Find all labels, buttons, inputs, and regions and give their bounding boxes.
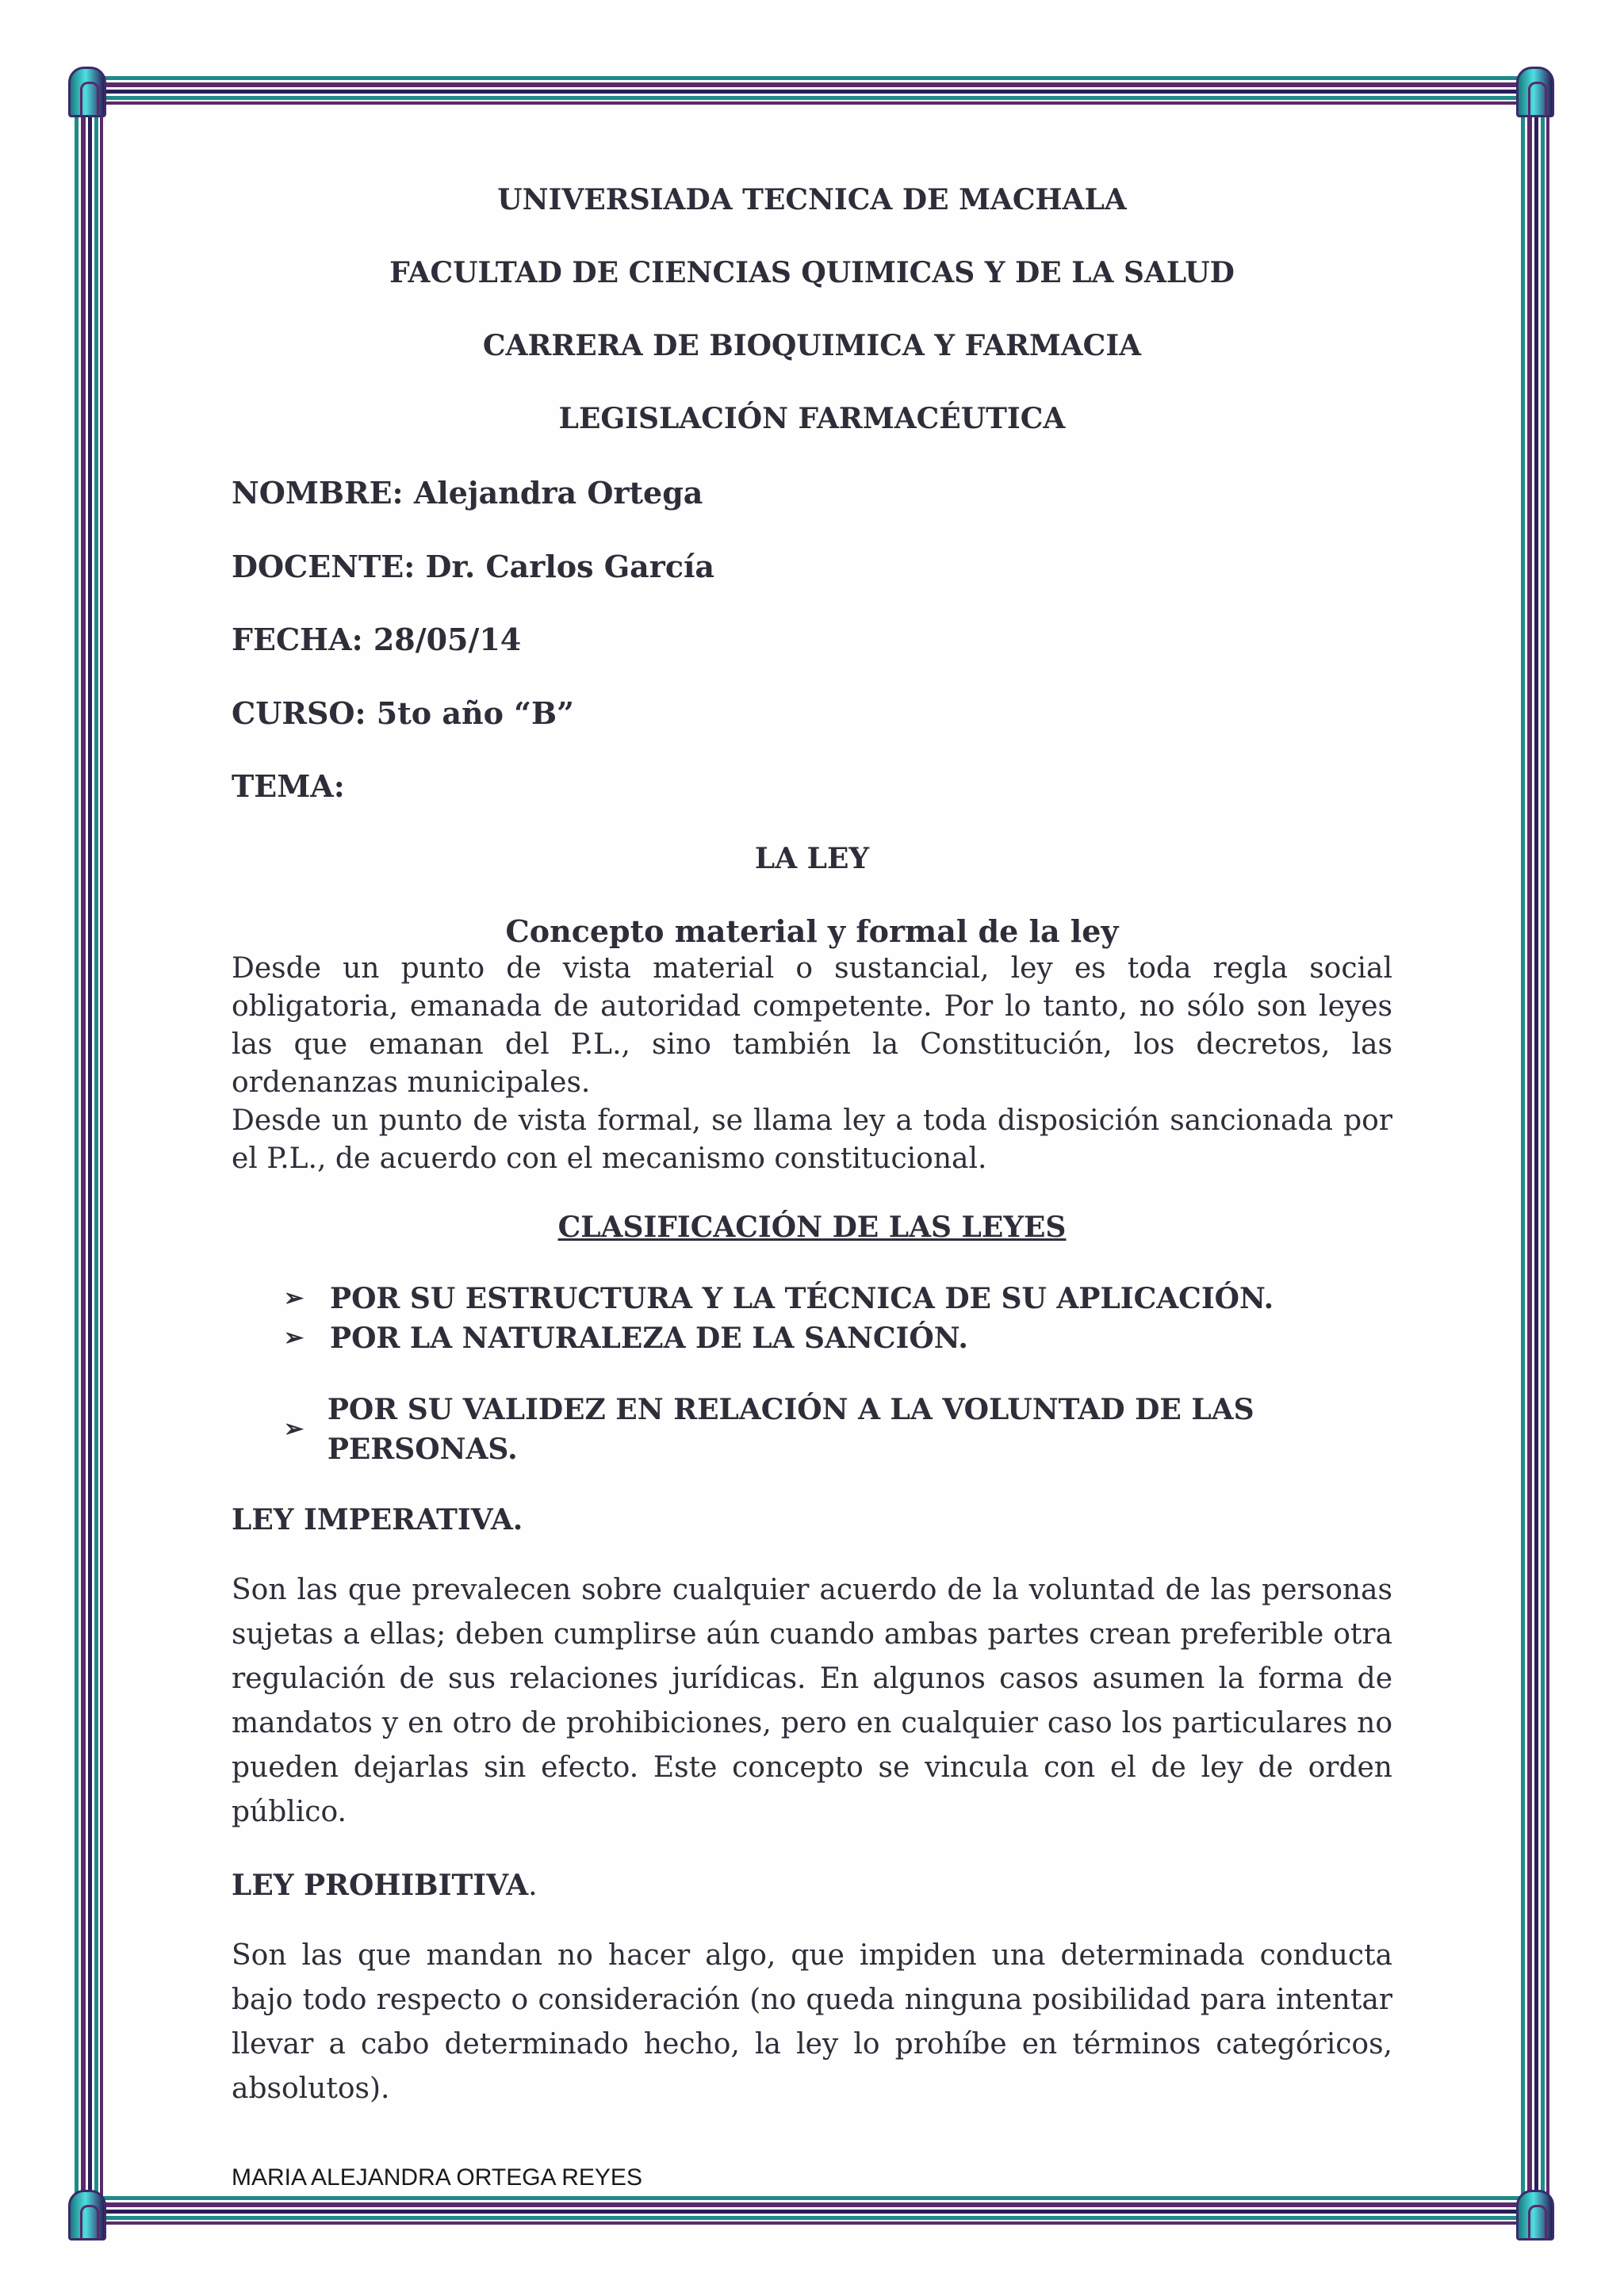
document-body bbox=[232, 182, 1392, 2111]
corner-ornament-icon bbox=[68, 67, 106, 117]
date-field: FECHA: 28/05/14 bbox=[232, 622, 522, 657]
concept-title: Concepto material y formal de la ley bbox=[505, 913, 1119, 949]
prohibitive-law-title: LEY PROHIBITIVA bbox=[232, 1869, 529, 1902]
prohibitive-law-paragraph: Son las que mandan no hacer algo, que impiden una determinada conducta bajo todo respecto o consideración (no queda ninguna posibilidad para intentar llevar a cabo determinado hecho, la ley lo prohíbe en términos categóricos, absolutos). bbox=[232, 1939, 1392, 2105]
corner-ornament-icon bbox=[1516, 2190, 1554, 2241]
teacher-name: DOCENTE: Dr. Carlos García bbox=[232, 548, 715, 584]
career-title: CARRERA DE BIOQUIMICA Y FARMACIA bbox=[482, 329, 1142, 362]
list-item bbox=[284, 1318, 1392, 1358]
concept-material-paragraph: Desde un punto de vista material o sustancial, ley es toda regla social obligatoria, emanada de autoridad competente. Por lo tanto, no sólo son leyes las que emanan del P.L., sino también la Constitución, los decretos, las ordenanzas municipales. bbox=[232, 952, 1392, 1099]
prohibitive-law-heading bbox=[232, 1868, 1392, 1904]
course-field: CURSO: 5to año “B” bbox=[232, 695, 574, 731]
imperative-law-paragraph: Son las que prevalecen sobre cualquier acuerdo de la voluntad de las personas sujetas a ellas; deben cumplirse aún cuando ambas partes crean preferible otra regulación de sus relaciones jurídicas. En algunos casos asumen la forma de mandatos y en otro de prohibiciones, pero en cualquier caso los particulares no pueden dejarlas sin efecto. Este concepto se vincula con el de ley de orden público. bbox=[232, 1574, 1392, 1828]
faculty-title: FACULTAD DE CIENCIAS QUIMICAS Y DE LA SALUD bbox=[389, 256, 1235, 289]
list-item bbox=[284, 1279, 1392, 1318]
subject-title: LEGISLACIÓN FARMACÉUTICA bbox=[558, 402, 1066, 435]
list-item-label: POR SU ESTRUCTURA Y LA TÉCNICA DE SU APLICACIÓN. bbox=[330, 1282, 1274, 1315]
topic-title: LA LEY bbox=[754, 841, 870, 875]
list-item-label: POR SU VALIDEZ EN RELACIÓN A LA VOLUNTAD DE LAS PERSONAS. bbox=[327, 1393, 1254, 1466]
student-name: NOMBRE: Alejandra Ortega bbox=[232, 475, 703, 511]
corner-ornament-icon bbox=[68, 2190, 106, 2241]
footer-author: MARIA ALEJANDRA ORTEGA REYES bbox=[232, 2164, 642, 2191]
university-title: UNIVERSIADA TECNICA DE MACHALA bbox=[497, 183, 1127, 216]
frame-border-bottom bbox=[89, 2196, 1532, 2225]
imperative-law-title: LEY IMPERATIVA. bbox=[232, 1503, 523, 1536]
classification-title: CLASIFICACIÓN DE LAS LEYES bbox=[557, 1211, 1067, 1244]
arrowhead-bullet-icon: ➢ bbox=[284, 1415, 304, 1443]
arrowhead-bullet-icon: ➢ bbox=[284, 1324, 304, 1352]
frame-border-top bbox=[89, 76, 1532, 105]
list-item-label: POR LA NATURALEZA DE LA SANCIÓN. bbox=[330, 1322, 968, 1355]
arrowhead-bullet-icon: ➢ bbox=[284, 1284, 304, 1312]
corner-ornament-icon bbox=[1516, 67, 1554, 117]
topic-label: TEMA: bbox=[232, 768, 345, 804]
list-item bbox=[284, 1390, 1392, 1469]
prohibitive-law-title-suffix: . bbox=[528, 1869, 538, 1902]
frame-border-right bbox=[1521, 87, 1549, 2220]
frame-border-left bbox=[75, 87, 103, 2220]
classification-list bbox=[232, 1279, 1392, 1469]
concept-formal-paragraph: Desde un punto de vista formal, se llama ley a toda disposición sancionada por el P.L., de acuerdo con el mecanismo constitucional. bbox=[232, 1104, 1392, 1175]
